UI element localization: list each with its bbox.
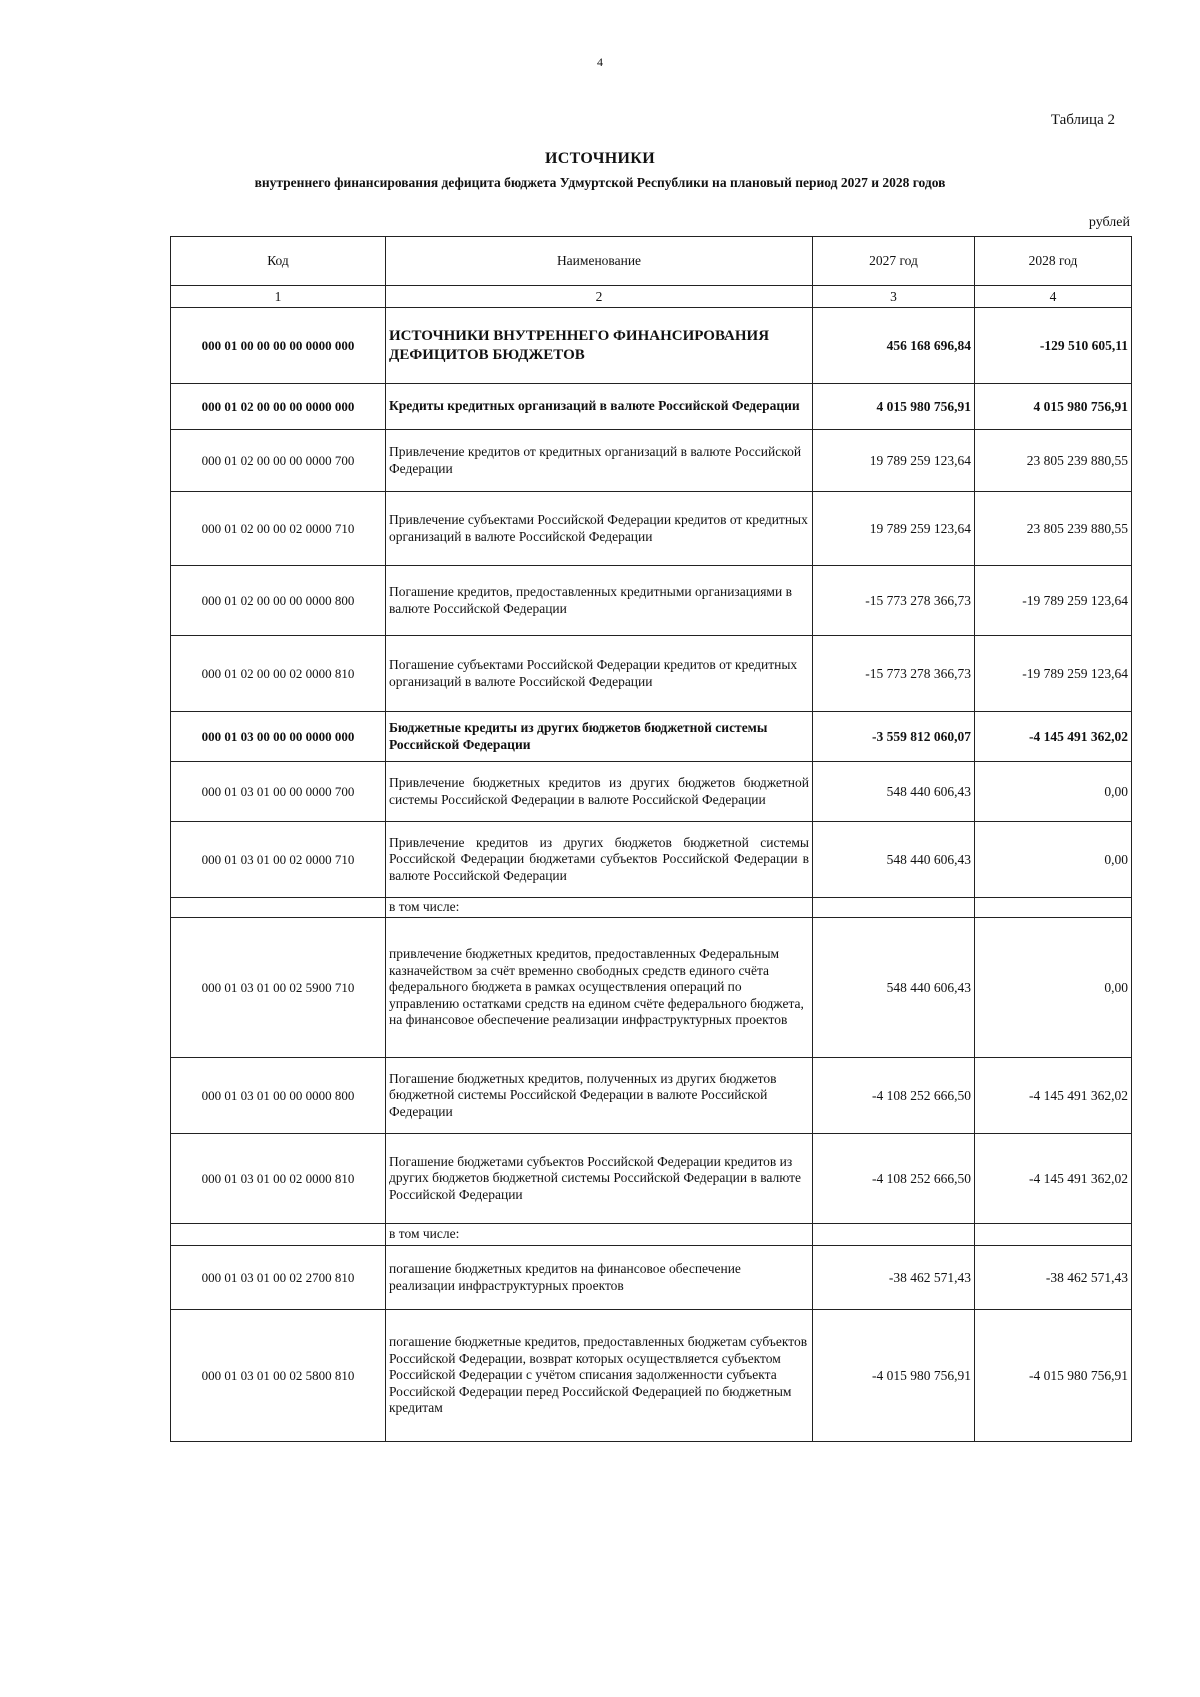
row-name: Погашение кредитов, предоставленных кредитными организациями в валюте Российской Федерации <box>386 566 813 636</box>
row-name: Привлечение субъектами Российской Федерации кредитов от кредитных организаций в валюте Российской Федерации <box>386 492 813 566</box>
table-row <box>171 384 1132 430</box>
row-code <box>171 1224 386 1246</box>
row-value-2027: 19 789 259 123,64 <box>813 430 975 492</box>
table-row <box>171 1246 1132 1310</box>
header-2027: 2027 год <box>813 237 975 286</box>
table-label: Таблица 2 <box>1050 112 1115 128</box>
row-code: 000 01 03 01 00 00 0000 700 <box>171 762 386 822</box>
table-row <box>171 822 1132 898</box>
header-row <box>171 237 1132 286</box>
col-number-3: 3 <box>813 286 975 308</box>
row-value-2028: -19 789 259 123,64 <box>975 636 1132 712</box>
header-2028: 2028 год <box>975 237 1132 286</box>
row-value-2028: -4 015 980 756,91 <box>975 1310 1132 1442</box>
row-value-2027: 4 015 980 756,91 <box>813 384 975 430</box>
row-code: 000 01 02 00 00 00 0000 800 <box>171 566 386 636</box>
page-number: 4 <box>597 55 603 69</box>
row-value-2028 <box>975 1224 1132 1246</box>
row-code: 000 01 02 00 00 02 0000 810 <box>171 636 386 712</box>
header-code: Код <box>171 237 386 286</box>
row-code: 000 01 02 00 00 00 0000 000 <box>171 384 386 430</box>
row-name: погашение бюджетных кредитов на финансовое обеспечение реализации инфраструктурных проектов <box>386 1246 813 1310</box>
row-name: погашение бюджетные кредитов, предоставленных бюджетам субъектов Российской Федерации, возврат которых осуществляется субъектом Российской Федерации с учётом списания задолженности субъекта Российской Федерации перед Российской Федерацией по бюджетным кредитам <box>386 1310 813 1442</box>
col-number-4: 4 <box>975 286 1132 308</box>
table-row-including <box>171 1224 1132 1246</box>
row-value-2028: -4 145 491 362,02 <box>975 1058 1132 1134</box>
table-row <box>171 762 1132 822</box>
row-code: 000 01 00 00 00 00 0000 000 <box>171 308 386 384</box>
row-value-2028: 4 015 980 756,91 <box>975 384 1132 430</box>
row-value-2027: -15 773 278 366,73 <box>813 636 975 712</box>
row-code: 000 01 03 01 00 02 5800 810 <box>171 1310 386 1442</box>
row-name: Привлечение кредитов от кредитных организаций в валюте Российской Федерации <box>386 430 813 492</box>
row-value-2027: -4 108 252 666,50 <box>813 1058 975 1134</box>
row-value-2027: -15 773 278 366,73 <box>813 566 975 636</box>
row-name: Погашение субъектами Российской Федерации кредитов от кредитных организаций в валюте Российской Федерации <box>386 636 813 712</box>
table-row <box>171 636 1132 712</box>
table-row <box>171 566 1132 636</box>
financing-sources-table <box>170 236 1132 1442</box>
table-row <box>171 492 1132 566</box>
row-value-2028: -19 789 259 123,64 <box>975 566 1132 636</box>
table-row <box>171 1310 1132 1442</box>
document-title: ИСТОЧНИКИ <box>545 150 655 167</box>
row-value-2027: 548 440 606,43 <box>813 822 975 898</box>
header-name: Наименование <box>386 237 813 286</box>
table-row <box>171 1058 1132 1134</box>
row-name: Привлечение кредитов из других бюджетов бюджетной системы Российской Федерации бюджетами субъектов Российской Федерации в валюте Российской Федерации <box>386 822 813 898</box>
row-name: в том числе: <box>386 1224 813 1246</box>
row-value-2028: 23 805 239 880,55 <box>975 430 1132 492</box>
row-name: Привлечение бюджетных кредитов из других бюджетов бюджетной системы Российской Федерации в валюте Российской Федерации <box>386 762 813 822</box>
row-value-2028: -129 510 605,11 <box>975 308 1132 384</box>
row-value-2028: 23 805 239 880,55 <box>975 492 1132 566</box>
row-name: Кредиты кредитных организаций в валюте Российской Федерации <box>386 384 813 430</box>
row-name: ИСТОЧНИКИ ВНУТРЕННЕГО ФИНАНСИРОВАНИЯ ДЕФИЦИТОВ БЮДЖЕТОВ <box>386 308 813 384</box>
row-code: 000 01 03 01 00 02 0000 710 <box>171 822 386 898</box>
row-value-2028 <box>975 898 1132 918</box>
row-value-2027: 19 789 259 123,64 <box>813 492 975 566</box>
document-subtitle: внутреннего финансирования дефицита бюджета Удмуртской Республики на плановый период 2027 и 2028 годов <box>254 175 946 190</box>
row-name: в том числе: <box>386 898 813 918</box>
table-row <box>171 1134 1132 1224</box>
row-value-2028: -4 145 491 362,02 <box>975 1134 1132 1224</box>
row-value-2027 <box>813 898 975 918</box>
table-row <box>171 308 1132 384</box>
row-code: 000 01 02 00 00 02 0000 710 <box>171 492 386 566</box>
row-value-2028: 0,00 <box>975 822 1132 898</box>
col-number-1: 1 <box>171 286 386 308</box>
row-value-2028: 0,00 <box>975 918 1132 1058</box>
row-name: Бюджетные кредиты из других бюджетов бюджетной системы Российской Федерации <box>386 712 813 762</box>
row-value-2028: 0,00 <box>975 762 1132 822</box>
row-value-2027: 548 440 606,43 <box>813 762 975 822</box>
row-code: 000 01 03 01 00 02 5900 710 <box>171 918 386 1058</box>
row-code: 000 01 03 01 00 00 0000 800 <box>171 1058 386 1134</box>
row-value-2028: -4 145 491 362,02 <box>975 712 1132 762</box>
row-name: Погашение бюджетами субъектов Российской Федерации кредитов из других бюджетов бюджетной системы Российской Федерации в валюте Российской Федерации <box>386 1134 813 1224</box>
row-value-2027: 456 168 696,84 <box>813 308 975 384</box>
row-code: 000 01 03 01 00 02 2700 810 <box>171 1246 386 1310</box>
table-row <box>171 430 1132 492</box>
row-name: привлечение бюджетных кредитов, предоставленных Федеральным казначейством за счёт временно свободных средств единого счёта федерального бюджета в рамках осуществления операций по управлению остатками средств на едином счёте федерального бюджета, на финансовое обеспечение реализации инфраструктурных проектов <box>386 918 813 1058</box>
row-name: Погашение бюджетных кредитов, полученных из других бюджетов бюджетной системы Российской Федерации в валюте Российской Федерации <box>386 1058 813 1134</box>
col-number-2: 2 <box>386 286 813 308</box>
row-value-2027: -38 462 571,43 <box>813 1246 975 1310</box>
row-code <box>171 898 386 918</box>
table-row <box>171 712 1132 762</box>
row-value-2027: 548 440 606,43 <box>813 918 975 1058</box>
row-value-2027: -4 108 252 666,50 <box>813 1134 975 1224</box>
row-value-2027: -3 559 812 060,07 <box>813 712 975 762</box>
row-value-2027: -4 015 980 756,91 <box>813 1310 975 1442</box>
row-code: 000 01 03 01 00 02 0000 810 <box>171 1134 386 1224</box>
row-value-2028: -38 462 571,43 <box>975 1246 1132 1310</box>
row-value-2027 <box>813 1224 975 1246</box>
unit-label: рублей <box>1088 215 1130 230</box>
column-number-row <box>171 286 1132 308</box>
table-row-including <box>171 898 1132 918</box>
row-code: 000 01 02 00 00 00 0000 700 <box>171 430 386 492</box>
row-code: 000 01 03 00 00 00 0000 000 <box>171 712 386 762</box>
table-row <box>171 918 1132 1058</box>
